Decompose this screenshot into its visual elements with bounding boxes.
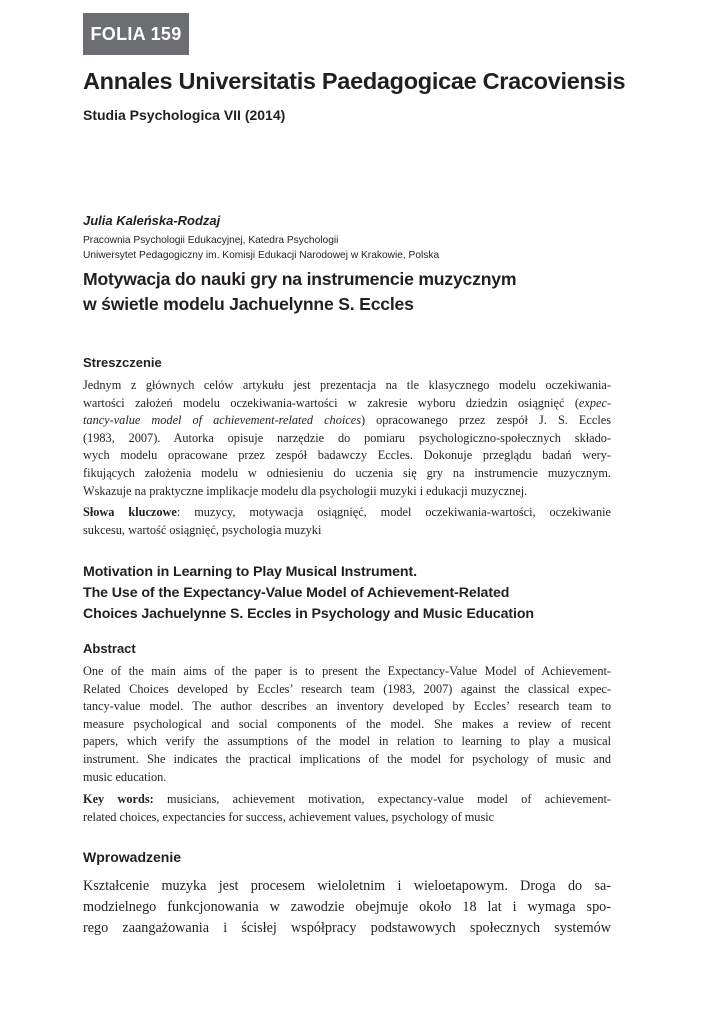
abstract-line: One of the main aims of the paper is to present the Expectancy-Value Model of Achievement- [83,664,611,678]
streszczenie-italic-phrase: tancy-value model of achievement-related choices [83,413,361,428]
keywords-pl [83,504,611,539]
streszczenie-line: (1983, 2007). Autorka opisuje narzędzie do pomiaru psychologiczno-społecznych składo- [83,430,611,445]
intro-line: Kształcenie muzyka jest procesem wieloletnim i wieloetapowym. Droga do sa- [83,878,611,894]
streszczenie-text [83,377,611,500]
folia-badge: FOLIA 159 [83,13,189,55]
streszczenie-italic-fragment: expec- [578,395,611,410]
streszczenie-line: Wskazuje na praktyczne implikacje modelu dla psychologii muzyki i edukacji muzycznej. [83,483,528,498]
intro-heading: Wprowadzenie [83,849,182,865]
journal-series: Studia Psychologica VII (2014) [83,107,286,123]
intro-line: rego zaangażowania i ścisłej współpracy podstawowych społecznych systemów [83,920,611,936]
streszczenie-line: Jednym z głównych celów artykułu jest prezentacja na tle klasycznego modelu oczekiwania- [83,378,611,392]
keywords-en-line [83,791,611,809]
abstract-line: tancy-value model. The author describes an inventory developed by Eccles’ research team to [83,699,611,714]
keywords-en-line-1: musicians, achievement motivation, expectancy-value model of achievement- [153,792,612,806]
keywords-pl-line [83,504,611,522]
streszczenie-line-3-text: ) opracowanego przez zespół J. S. Eccles [360,413,611,428]
article-title-en-line-3: Choices Jachuelynne S. Eccles in Psychology and Music Education [83,606,534,622]
abstract-text [83,663,611,786]
keywords-pl-line-1: : muzycy, motywacja osiągnięć, model oczekiwania-wartości, oczekiwanie [176,505,611,519]
streszczenie-line: wych modelu opracowane przez zespół badawczy Eccles. Dokonuje przeglądu badań wery- [83,448,611,463]
article-title-pl-line-2: w świetle modelu Jachuelynne S. Eccles [83,294,414,314]
streszczenie-heading: Streszczenie [83,355,162,370]
author-affiliation-2: Uniwersytet Pedagogiczny im. Komisji Edukacji Narodowej w Krakowie, Polska [83,250,440,261]
abstract-line: papers, which verify the assumptions of the model in relation to learning to play a musical [83,734,611,749]
keywords-pl-label: Słowa kluczowe [83,505,177,519]
streszczenie-line-2-text: wartości założeń modelu oczekiwania-wartości w zakresie wyboru dziedzin osiągnięć ( [83,395,579,410]
keywords-en-label: Key words: [83,792,154,806]
article-title-pl-line-1: Motywacja do nauki gry na instrumencie muzycznym [83,269,517,289]
abstract-line: Related Choices developed by Eccles’ research team (1983, 2007) against the classical expec- [83,681,611,696]
article-title-en-line-2: The Use of the Expectancy-Value Model of Achievement-Related [83,585,510,601]
journal-title: Annales Universitatis Paedagogicae Cracoviensis [83,68,626,94]
abstract-line: measure psychological and social components of the model. She makes a review of recent [83,716,611,731]
intro-line: modzielnego funkcjonowania w zawodzie obejmuje około 18 lat i wymaga spo- [83,899,611,915]
streszczenie-line [83,412,611,430]
author-affiliation-1: Pracownia Psychologii Edukacyjnej, Katedra Psychologii [83,235,339,246]
keywords-pl-line-2: sukcesu, wartość osiągnięć, psychologia muzyki [83,522,322,537]
abstract-line: instrument. She indicates the practical implications of the model for psychology of music and [83,751,611,766]
author-name: Julia Kaleńska-Rodzaj [83,213,221,228]
abstract-heading: Abstract [83,641,136,656]
keywords-en-line-2: related choices, expectancies for success, achievement values, psychology of music [83,809,495,824]
streszczenie-line: fikujących założenia modelu w odniesieniu do uczenia się gry na instrumencie muzycznym. [83,465,611,480]
article-title-en-line-1: Motivation in Learning to Play Musical Instrument. [83,564,417,580]
abstract-line: music education. [83,769,167,784]
streszczenie-line [83,395,611,413]
intro-text [83,876,611,939]
keywords-en [83,791,611,826]
